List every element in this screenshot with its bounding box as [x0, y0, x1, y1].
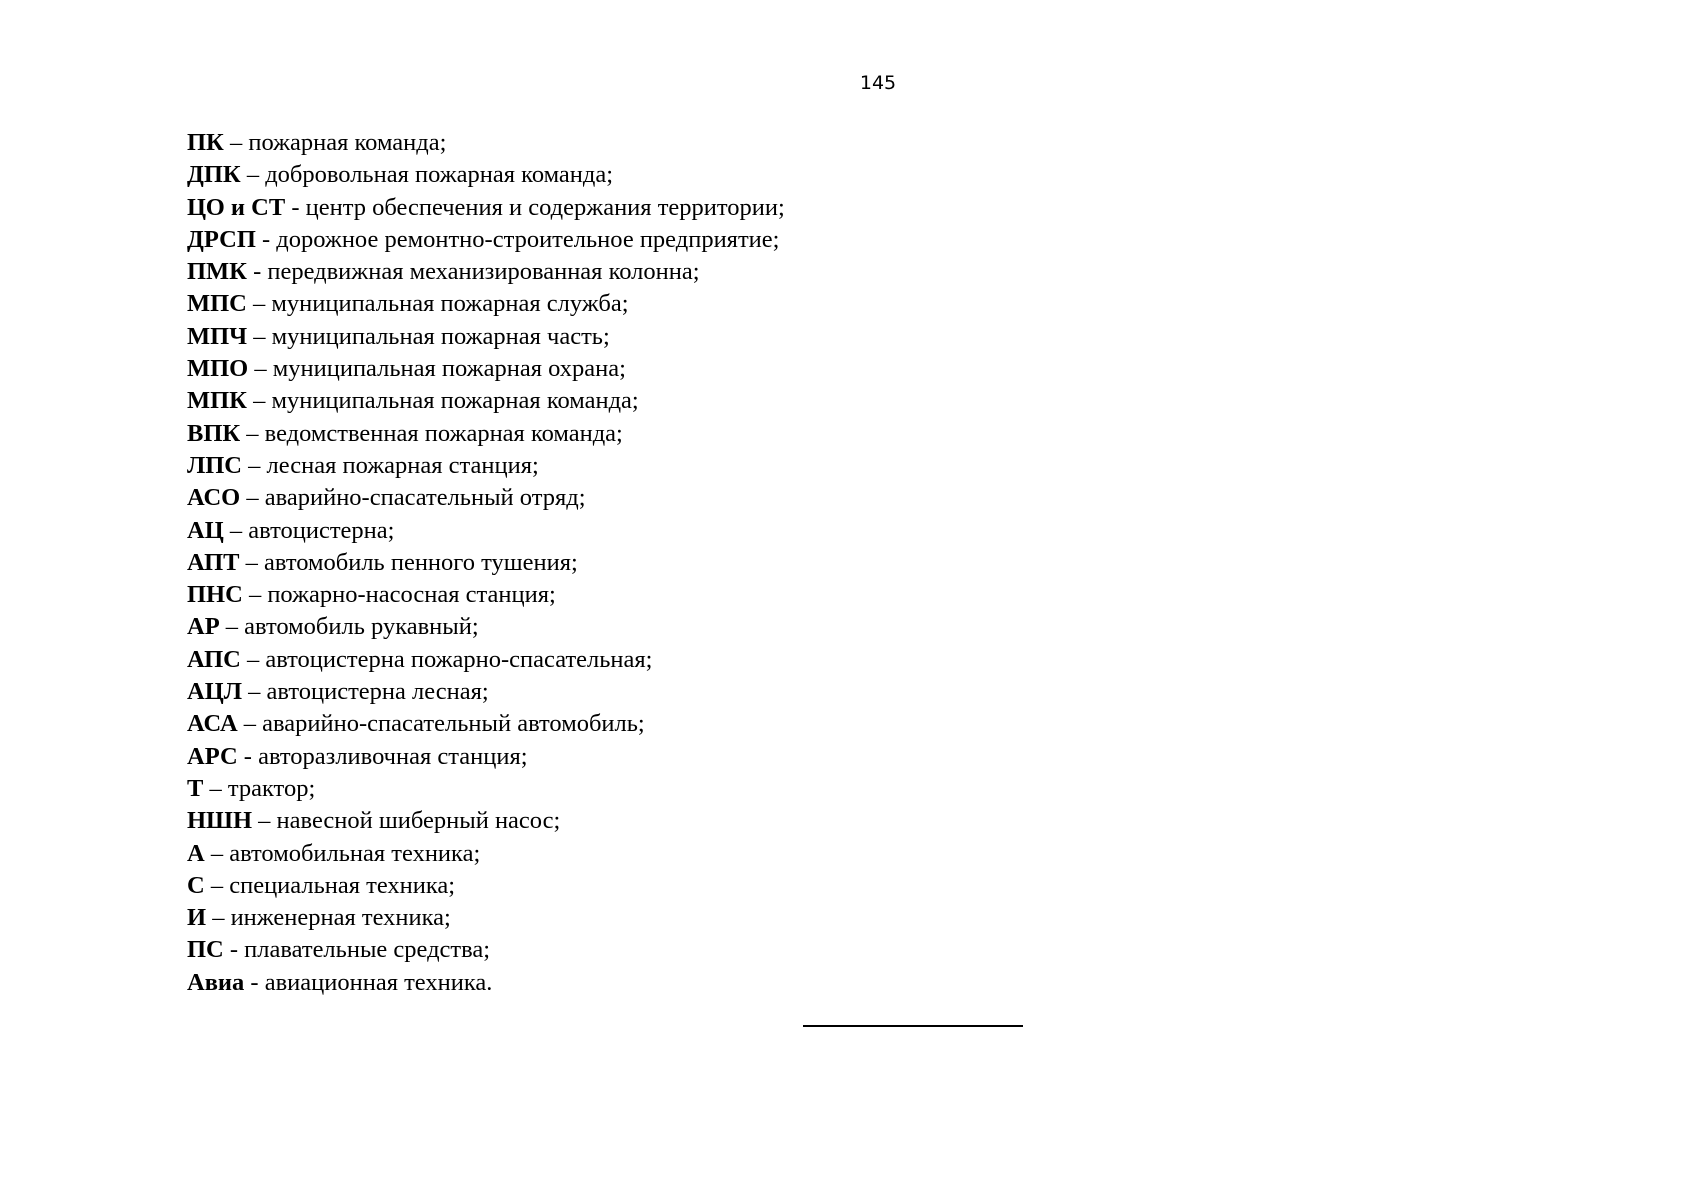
abbreviation-entry	[187, 870, 785, 902]
abbreviation-definition: – аварийно-спасательный отряд;	[240, 484, 586, 512]
abbreviation-entry	[187, 482, 785, 514]
abbreviation-entry	[187, 934, 785, 966]
abbreviation-term: ЦО и СТ	[187, 193, 286, 221]
abbreviation-list	[187, 127, 785, 999]
abbreviation-entry	[187, 579, 785, 611]
abbreviation-term: АРС	[187, 742, 238, 770]
abbreviation-entry	[187, 288, 785, 320]
abbreviation-entry	[187, 773, 785, 805]
abbreviation-entry	[187, 708, 785, 740]
abbreviation-term: ПК	[187, 129, 224, 156]
abbreviation-entry	[187, 450, 785, 482]
abbreviation-entry	[187, 967, 785, 999]
abbreviation-term: С	[187, 871, 205, 899]
abbreviation-definition: – автомобильная техника;	[204, 839, 481, 867]
page-number: 145	[859, 72, 897, 94]
abbreviation-definition: – муниципальная пожарная охрана;	[248, 355, 626, 383]
abbreviation-entry	[187, 805, 785, 837]
abbreviation-definition: – пожарно-насосная станция;	[242, 581, 556, 609]
abbreviation-definition: – ведомственная пожарная команда;	[240, 419, 623, 447]
abbreviation-term: Авиа	[187, 968, 245, 996]
abbreviation-term: ЛПС	[187, 451, 243, 479]
abbreviation-definition: – автоцистерна;	[223, 516, 395, 544]
abbreviation-definition: - авторазливочная станция;	[237, 742, 528, 770]
abbreviation-definition: – добровольная пожарная команда;	[240, 161, 614, 189]
abbreviation-term: АСА	[187, 710, 238, 738]
abbreviation-term: АПС	[187, 645, 241, 673]
abbreviation-definition: - плавательные средства;	[223, 936, 491, 964]
abbreviation-term: АСО	[187, 484, 241, 512]
abbreviation-entry	[187, 547, 785, 579]
abbreviation-term: МПЧ	[187, 322, 248, 350]
abbreviation-term: МПК	[187, 387, 247, 415]
abbreviation-entry	[187, 611, 785, 643]
abbreviation-definition: - передвижная механизированная колонна;	[246, 258, 700, 286]
abbreviation-entry	[187, 741, 785, 773]
abbreviation-entry	[187, 321, 785, 353]
abbreviation-entry	[187, 838, 785, 870]
abbreviation-term: МПО	[187, 355, 249, 383]
abbreviation-term: АЦЛ	[187, 678, 243, 706]
abbreviation-term: ПМК	[187, 258, 247, 286]
abbreviation-term: ДРСП	[187, 225, 256, 253]
abbreviation-term: ПНС	[187, 581, 243, 609]
abbreviation-term: И	[187, 904, 207, 932]
abbreviation-entry	[187, 159, 785, 191]
abbreviation-definition: – муниципальная пожарная часть;	[247, 322, 610, 350]
abbreviation-definition: – автомобиль рукавный;	[219, 613, 479, 641]
abbreviation-definition: – пожарная команда;	[223, 129, 447, 156]
abbreviation-definition: – автоцистерна лесная;	[242, 678, 489, 706]
abbreviation-definition: - авиационная техника.	[244, 968, 493, 996]
abbreviation-definition: – муниципальная пожарная команда;	[246, 387, 639, 415]
abbreviation-entry	[187, 127, 785, 159]
abbreviation-definition: - дорожное ремонтно-строительное предприятие;	[255, 225, 780, 253]
abbreviation-entry	[187, 902, 785, 934]
abbreviation-entry	[187, 644, 785, 676]
abbreviation-definition: – навесной шиберный насос;	[252, 807, 561, 835]
abbreviation-term: НШН	[187, 807, 253, 835]
abbreviation-entry	[187, 385, 785, 417]
abbreviation-definition: – инженерная техника;	[206, 904, 451, 932]
abbreviation-term: ВПК	[187, 419, 241, 447]
abbreviation-entry	[187, 256, 785, 288]
abbreviation-entry	[187, 676, 785, 708]
abbreviation-term: ДПК	[187, 161, 241, 189]
abbreviation-definition: – автоцистерна пожарно-спасательная;	[240, 645, 653, 673]
footnote-separator	[803, 1025, 1023, 1027]
abbreviation-definition: – аварийно-спасательный автомобиль;	[237, 710, 645, 738]
abbreviation-definition: – трактор;	[203, 774, 316, 802]
abbreviation-term: АЦ	[187, 516, 224, 544]
abbreviation-term: А	[187, 839, 205, 867]
abbreviation-entry	[187, 353, 785, 385]
abbreviation-definition: – лесная пожарная станция;	[242, 451, 539, 479]
abbreviation-term: АПТ	[187, 548, 240, 576]
abbreviation-term: МПС	[187, 290, 247, 318]
abbreviation-term: АР	[187, 613, 220, 641]
abbreviation-term: ПС	[187, 936, 224, 964]
abbreviation-entry	[187, 418, 785, 450]
abbreviation-definition: - центр обеспечения и содержания территории;	[285, 193, 785, 221]
abbreviation-definition: – муниципальная пожарная служба;	[246, 290, 629, 318]
abbreviation-entry	[187, 224, 785, 256]
abbreviation-term: Т	[187, 774, 204, 802]
abbreviation-definition: – специальная техника;	[204, 871, 456, 899]
abbreviation-entry	[187, 192, 785, 224]
abbreviation-entry	[187, 515, 785, 547]
abbreviation-definition: – автомобиль пенного тушения;	[239, 548, 578, 576]
